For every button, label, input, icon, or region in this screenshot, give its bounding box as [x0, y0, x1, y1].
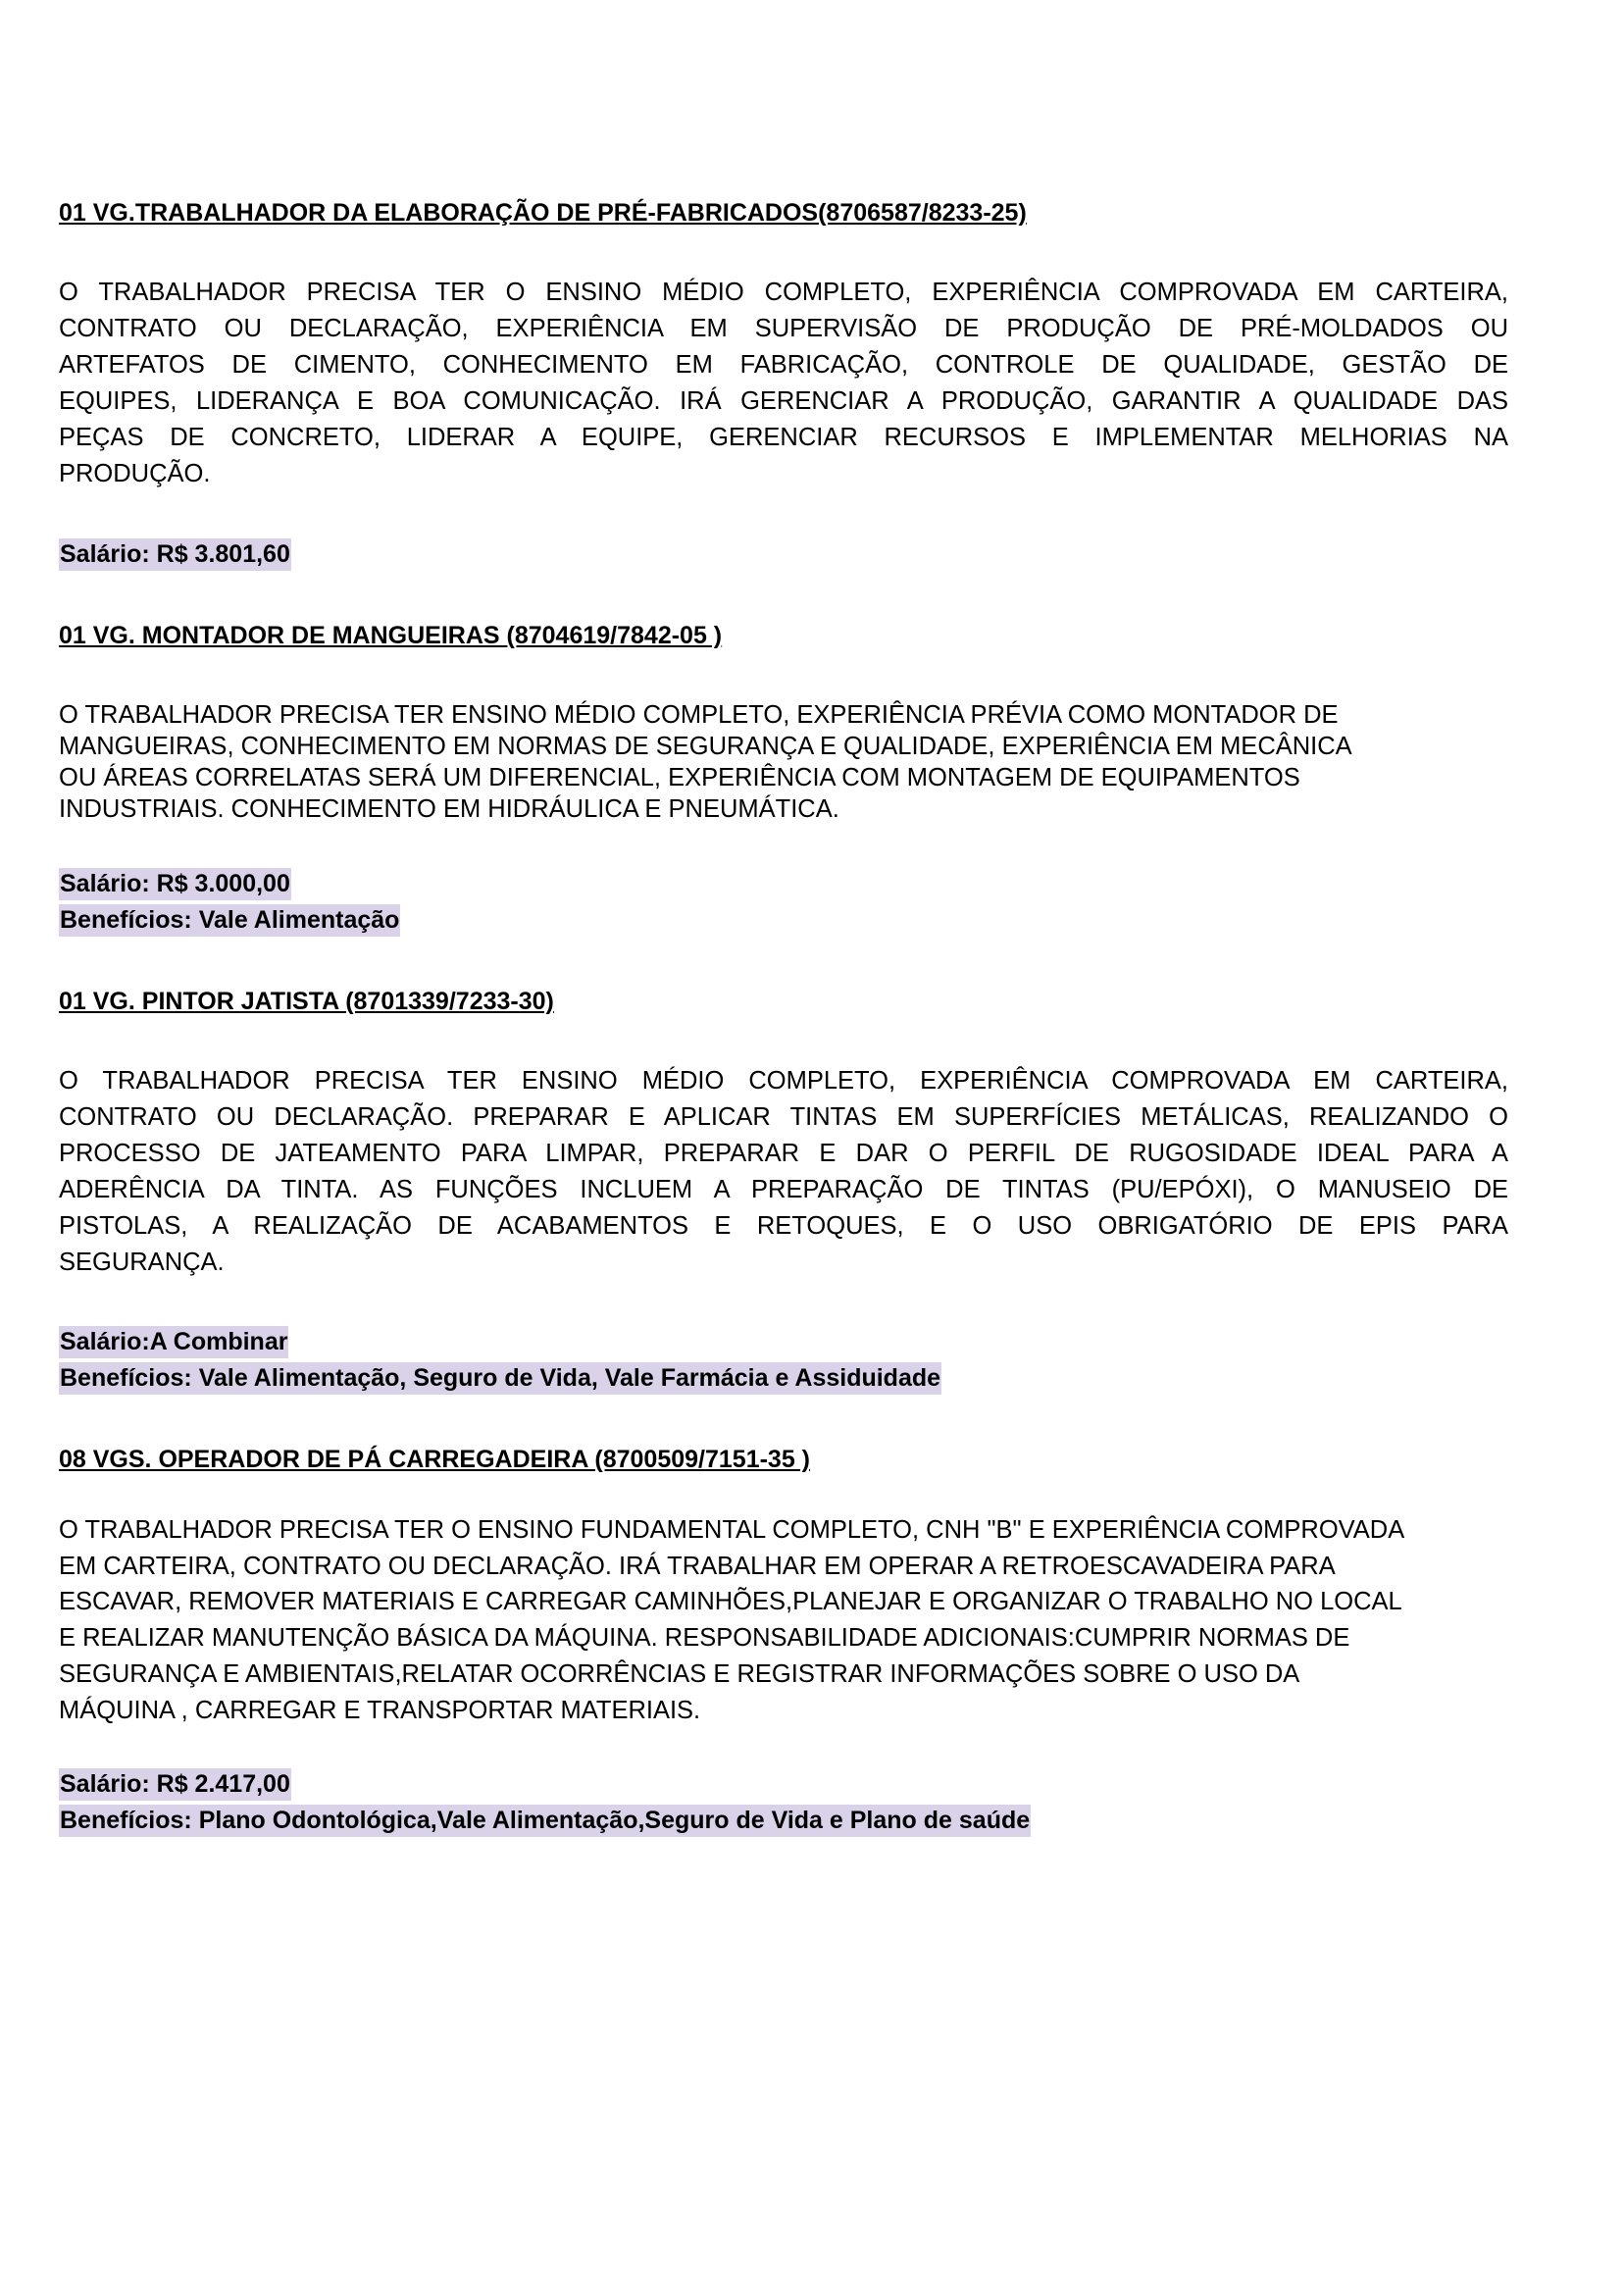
job-heading: 01 VG. MONTADOR DE MANGUEIRAS (8704619/7842-05 ) — [59, 622, 723, 649]
description-line: ESCAVAR, REMOVER MATERIAIS E CARREGAR CAMINHÕES,PLANEJAR E ORGANIZAR O TRABALHO NO LOCAL — [59, 1588, 1402, 1615]
benefits-label: Benefícios: Vale Alimentação — [59, 904, 400, 937]
description-line: O TRABALHADOR PRECISA TER ENSINO MÉDIO COMPLETO, EXPERIÊNCIA PRÉVIA COMO MONTADOR DE — [59, 701, 1339, 729]
description-line: E REALIZAR MANUTENÇÃO BÁSICA DA MÁQUINA. RESPONSABILIDADE ADICIONAIS:CUMPRIR NORMAS DE — [59, 1624, 1350, 1652]
description-line: MANGUEIRAS, CONHECIMENTO EM NORMAS DE SEGURANÇA E QUALIDADE, EXPERIÊNCIA EM MECÂNICA — [59, 733, 1352, 760]
description-line: PROCESSO DE JATEAMENTO PARA LIMPAR, PREPARAR E DAR O PERFIL DE RUGOSIDADE IDEAL PARA A — [59, 1140, 1508, 1167]
description-line: PRODUÇÃO. — [59, 460, 211, 487]
description-line: CONTRATO OU DECLARAÇÃO, EXPERIÊNCIA EM SUPERVISÃO DE PRODUÇÃO DE PRÉ-MOLDADOS OU — [59, 315, 1508, 342]
description-line: OU ÁREAS CORRELATAS SERÁ UM DIFERENCIAL, EXPERIÊNCIA COM MONTAGEM DE EQUIPAMENTOS — [59, 764, 1300, 791]
description-line: EM CARTEIRA, CONTRATO OU DECLARAÇÃO. IRÁ TRABALHAR EM OPERAR A RETROESCAVADEIRA PARA — [59, 1553, 1336, 1580]
salary-label: Salário:A Combinar — [59, 1326, 288, 1358]
description-line: PEÇAS DE CONCRETO, LIDERAR A EQUIPE, GERENCIAR RECURSOS E IMPLEMENTAR MELHORIAS NA — [59, 424, 1508, 451]
description-line: MÁQUINA , CARREGAR E TRANSPORTAR MATERIAIS. — [59, 1697, 701, 1724]
description-line: ADERÊNCIA DA TINTA. AS FUNÇÕES INCLUEM A PREPARAÇÃO DE TINTAS (PU/EPÓXI), O MANUSEIO DE — [59, 1176, 1508, 1203]
description-line: O TRABALHADOR PRECISA TER O ENSINO MÉDIO COMPLETO, EXPERIÊNCIA COMPROVADA EM CARTEIRA, — [59, 279, 1508, 306]
job-heading: 01 VG.TRABALHADOR DA ELABORAÇÃO DE PRÉ-FABRICADOS(8706587/8233-25) — [59, 199, 1027, 227]
job-heading: 01 VG. PINTOR JATISTA (8701339/7233-30) — [59, 988, 554, 1015]
benefits-label: Benefícios: Plano Odontológica,Vale Alimentação,Seguro de Vida e Plano de saúde — [59, 1805, 1031, 1837]
description-line: CONTRATO OU DECLARAÇÃO. PREPARAR E APLICAR TINTAS EM SUPERFÍCIES METÁLICAS, REALIZANDO O — [59, 1103, 1508, 1131]
description-line: ARTEFATOS DE CIMENTO, CONHECIMENTO EM FABRICAÇÃO, CONTROLE DE QUALIDADE, GESTÃO DE — [59, 351, 1508, 379]
description-line: O TRABALHADOR PRECISA TER ENSINO MÉDIO COMPLETO, EXPERIÊNCIA COMPROVADA EM CARTEIRA, — [59, 1067, 1508, 1095]
description-line: INDUSTRIAIS. CONHECIMENTO EM HIDRÁULICA E PNEUMÁTICA. — [59, 795, 839, 823]
description-line: EQUIPES, LIDERANÇA E BOA COMUNICAÇÃO. IRÁ GERENCIAR A PRODUÇÃO, GARANTIR A QUALIDADE DAS — [59, 387, 1508, 415]
salary-label: Salário: R$ 3.801,60 — [59, 538, 291, 571]
benefits-label: Benefícios: Vale Alimentação, Seguro de Vida, Vale Farmácia e Assiduidade — [59, 1362, 941, 1395]
description-line: SEGURANÇA. — [59, 1249, 225, 1276]
job-heading: 08 VGS. OPERADOR DE PÁ CARREGADEIRA (8700509/7151-35 ) — [59, 1446, 811, 1473]
description-line: O TRABALHADOR PRECISA TER O ENSINO FUNDAMENTAL COMPLETO, CNH "B" E EXPERIÊNCIA COMPROVADA — [59, 1516, 1405, 1544]
description-line: PISTOLAS, A REALIZAÇÃO DE ACABAMENTOS E RETOQUES, E O USO OBRIGATÓRIO DE EPIS PARA — [59, 1212, 1508, 1240]
salary-label: Salário: R$ 3.000,00 — [59, 868, 291, 900]
salary-label: Salário: R$ 2.417,00 — [59, 1768, 291, 1801]
description-line: SEGURANÇA E AMBIENTAIS,RELATAR OCORRÊNCIAS E REGISTRAR INFORMAÇÕES SOBRE O USO DA — [59, 1660, 1300, 1688]
